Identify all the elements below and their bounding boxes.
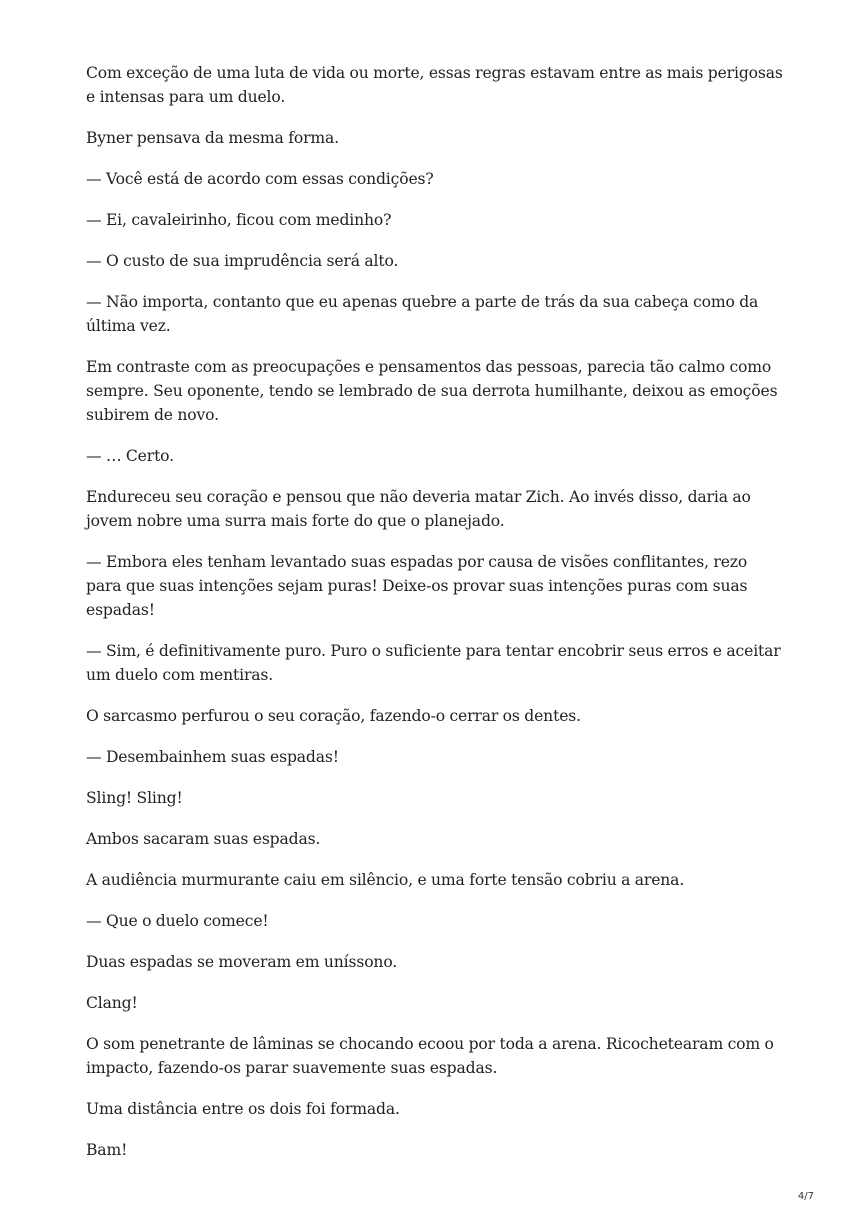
sound-effect: Sling! Sling! <box>86 789 183 807</box>
dialogue-line: — Você está de acordo com essas condições? <box>86 170 434 188</box>
sound-effect: Clang! <box>86 994 138 1012</box>
dialogue-line: — Desembainhem suas espadas! <box>86 748 339 766</box>
dialogue-line: — … Certo. <box>86 447 174 465</box>
dialogue-line: — Que o duelo comece! <box>86 912 269 930</box>
dialogue-line: — Sim, é definitivamente puro. Puro o suficiente para tentar encobrir seus erros e aceitar um duelo com mentiras. <box>86 642 781 684</box>
paragraph: O som penetrante de lâminas se chocando ecoou por toda a arena. Ricochetearam com o impacto, fazendo-os parar suavemente suas espadas. <box>86 1035 774 1077</box>
paragraph: Endureceu seu coração e pensou que não deveria matar Zich. Ao invés disso, daria ao jovem nobre uma surra mais forte do que o planejado. <box>86 488 751 530</box>
paragraph: O sarcasmo perfurou o seu coração, fazendo-o cerrar os dentes. <box>86 707 581 725</box>
sound-effect: Bam! <box>86 1141 128 1159</box>
paragraph: Ambos sacaram suas espadas. <box>86 830 321 848</box>
paragraph: A audiência murmurante caiu em silêncio, e uma forte tensão cobriu a arena. <box>86 871 685 889</box>
paragraph: Duas espadas se moveram em uníssono. <box>86 953 398 971</box>
paragraph: Com exceção de uma luta de vida ou morte, essas regras estavam entre as mais perigosas e intensas para um duelo. <box>86 64 783 106</box>
document-body <box>86 61 786 1179</box>
paragraph: Uma distância entre os dois foi formada. <box>86 1100 400 1118</box>
dialogue-line: — Ei, cavaleirinho, ficou com medinho? <box>86 211 392 229</box>
dialogue-line: — O custo de sua imprudência será alto. <box>86 252 399 270</box>
paragraph: Byner pensava da mesma forma. <box>86 129 339 147</box>
dialogue-line: — Não importa, contanto que eu apenas quebre a parte de trás da sua cabeça como da última vez. <box>86 293 759 335</box>
paragraph: Em contraste com as preocupações e pensamentos das pessoas, parecia tão calmo como sempre. Seu oponente, tendo se lembrado de sua derrota humilhante, deixou as emoções subirem de novo. <box>86 358 778 424</box>
page-number: 4/7 <box>797 1191 814 1202</box>
dialogue-line: — Embora eles tenham levantado suas espadas por causa de visões conflitantes, rezo para que suas intenções sejam puras! Deixe-os provar suas intenções puras com suas espadas! <box>86 553 748 619</box>
